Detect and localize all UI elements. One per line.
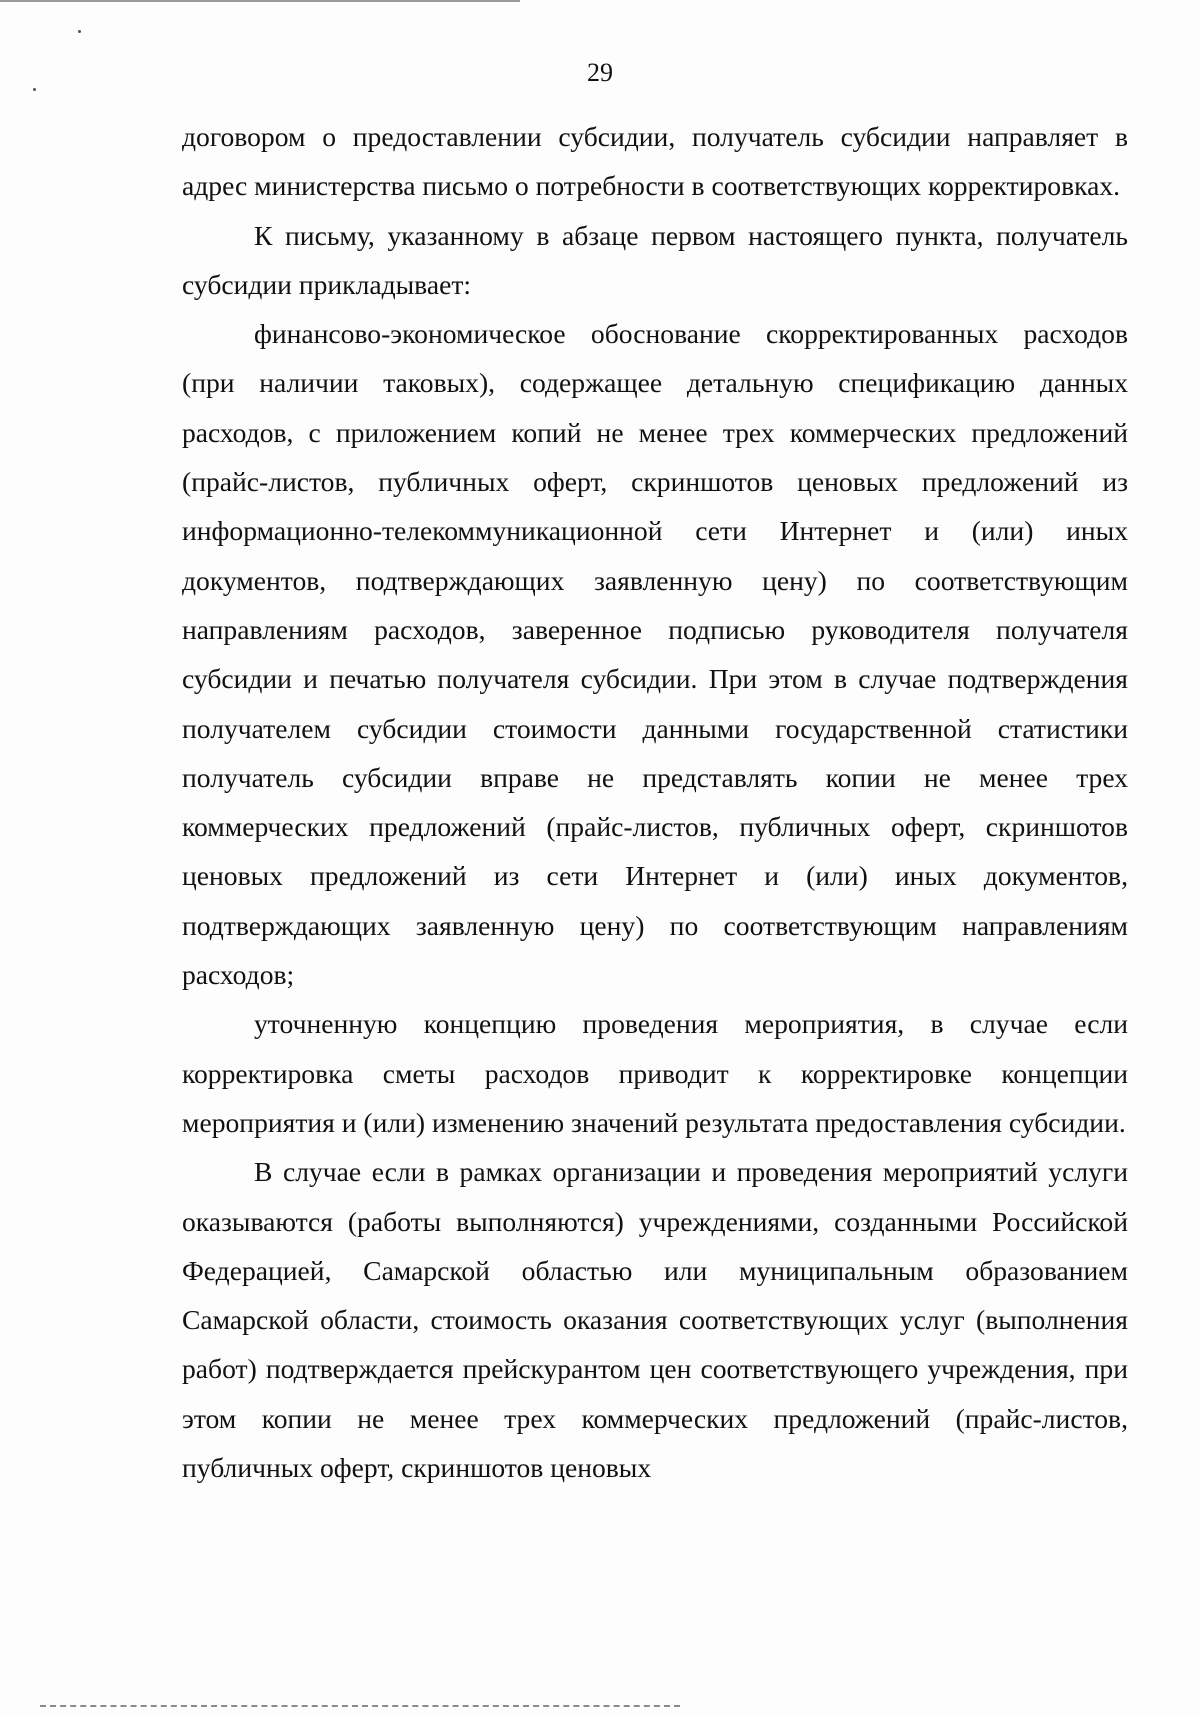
- paragraph: договором о предоставлении субсидии, получатель субсидии направляет в адрес министерства письмо о потребности в соответствующих корректировках.: [182, 121, 1128, 202]
- scan-speck: [33, 88, 36, 91]
- scan-edge-top: [0, 0, 520, 2]
- paragraph: уточненную концепцию проведения мероприятия, в случае если корректировка сметы расходов приводит к корректировке концепции мероприятия и (или) изменению значений результата предоставления субсидии.: [182, 1008, 1128, 1138]
- paragraph: В случае если в рамках организации и проведения мероприятий услуги оказываются (работы выполняются) учреждениями, созданными Российской Федерацией, Самарской областью или муниципальным образованием Самарской области, стоимость оказания соответствующих услуг (выполнения работ) подтверждается прейскурантом цен соответствующего учреждения, при этом копии не менее трех коммерческих предложений (прайс-листов, публичных оферт, скриншотов ценовых: [182, 1156, 1128, 1484]
- document-body: [182, 112, 1128, 1492]
- page-number: 29: [587, 58, 613, 87]
- scan-speck: [78, 30, 81, 33]
- scan-edge-bottom: [40, 1705, 680, 1709]
- paragraph: финансово-экономическое обоснование скорректированных расходов (при наличии таковых), содержащее детальную спецификацию данных расходов, с приложением копий не менее трех коммерческих предложений (прайс-листов, публичных оферт, скриншотов ценовых предложений из информационно-телекоммуникационной сети Интернет и (или) иных документов, подтверждающих заявленную цену) по соответствующим направлениям расходов, заверенное подписью руководителя получателя субсидии и печатью получателя субсидии. При этом в случае подтверждения получателем субсидии стоимости данными государственной статистики получатель субсидии вправе не представлять копии не менее трех коммерческих предложений (прайс-листов, публичных оферт, скриншотов ценовых предложений из сети Интернет и (или) иных документов, подтверждающих заявленную цену) по соответствующим направлениям расходов;: [182, 318, 1128, 991]
- paragraph: К письму, указанному в абзаце первом настоящего пункта, получатель субсидии прикладывает:: [182, 219, 1128, 300]
